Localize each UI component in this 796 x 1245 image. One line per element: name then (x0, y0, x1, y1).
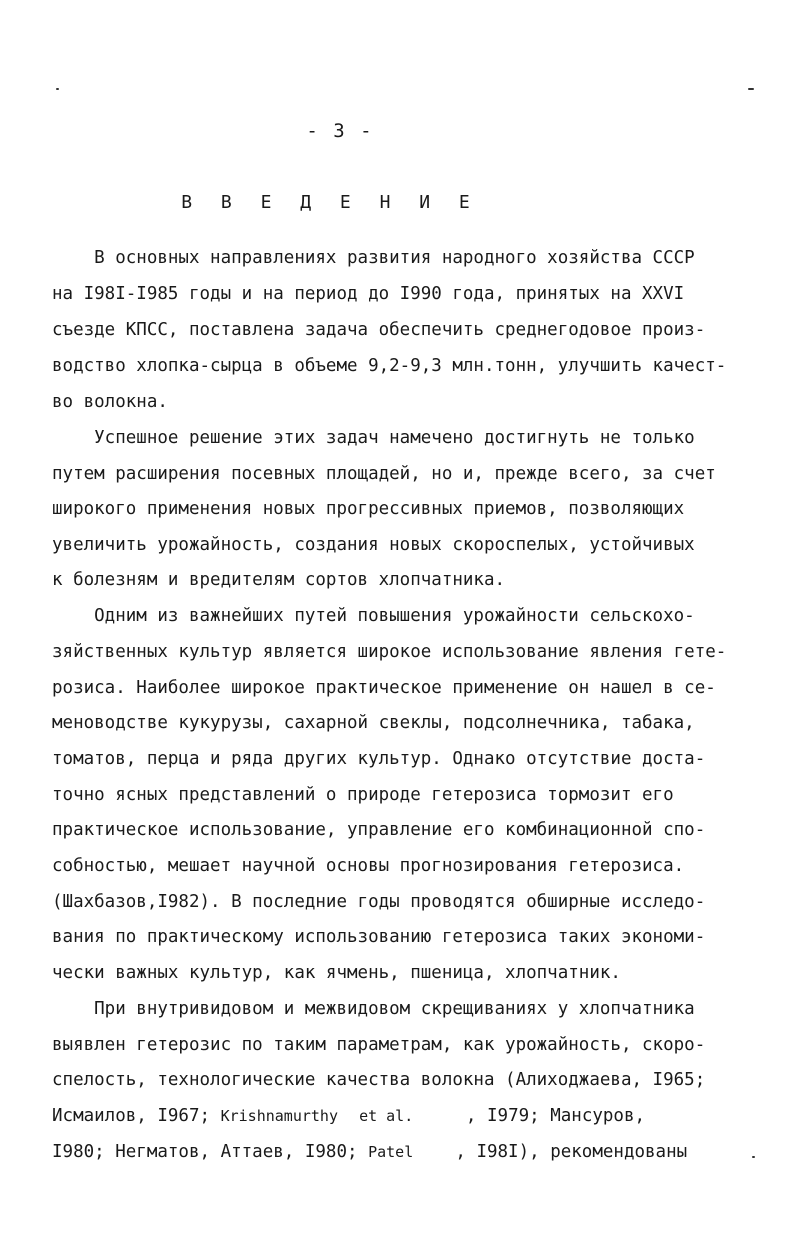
text-line: При внутривидовом и межвидовом скрещиваниях у хлопчатника (52, 999, 695, 1019)
scan-speck (748, 88, 754, 90)
text-line: собностью, мешает научной основы прогнозирования гетерозиса. (52, 856, 685, 876)
scan-speck (56, 88, 59, 90)
text-line: увеличить урожайность, создания новых скороспелых, устойчивых (52, 535, 695, 555)
text-line: водство хлопка-сырца в объеме 9,2-9,3 млн.тонн, улучшить качест- (52, 356, 727, 376)
latin-author-name: Patel (368, 1143, 414, 1161)
text-line: томатов, перца и ряда других культур. Однако отсутствие доста- (52, 749, 706, 769)
text-line: Успешное решение этих задач намечено достигнуть не только (52, 428, 695, 448)
text-fragment: I980; Негматов, Аттаев, I980; (52, 1142, 369, 1162)
text-line: на I98I-I985 годы и на период до I990 года, принятых на XXVI (52, 284, 685, 304)
text-line: розиса. Наиболее широкое практическое применение он нашел в се- (52, 678, 716, 698)
text-line: точно ясных представлений о природе гетерозиса тормозит его (52, 785, 674, 805)
latin-et-al: et al. (359, 1107, 414, 1125)
text-fragment: Исмаилов, I967; (52, 1106, 221, 1126)
text-fragment (338, 1106, 359, 1126)
text-line: путем расширения посевных площадей, но и, прежде всего, за счет (52, 464, 716, 484)
text-line: выявлен гетерозис по таким параметрам, как урожайность, скоро- (52, 1035, 706, 1055)
text-line: съезде КПСС, поставлена задача обеспечить среднегодовое произ- (52, 320, 706, 340)
text-line: практическое использование, управление его комбинационной спо- (52, 820, 706, 840)
text-fragment: , I979; Мансуров, (413, 1106, 646, 1126)
section-heading: В В Е Д Е Н И Е (181, 192, 479, 213)
text-line: В основных направлениях развития народного хозяйства СССР (52, 248, 695, 268)
text-line: Одним из важнейших путей повышения урожайности сельскохо- (52, 606, 695, 626)
text-line: меноводстве кукурузы, сахарной свеклы, подсолнечника, табака, (52, 713, 695, 733)
text-line: во волокна. (52, 392, 168, 412)
text-line: спелость, технологические качества волокна (Алиходжаева, I965; (52, 1070, 706, 1090)
text-line: чески важных культур, как ячмень, пшеница, хлопчатник. (52, 963, 621, 983)
scan-speck (752, 1156, 755, 1158)
text-line: широкого применения новых прогрессивных приемов, позволяющих (52, 499, 685, 519)
text-line: вания по практическому использованию гетерозиса таких экономи- (52, 927, 706, 947)
citation-line (52, 1144, 687, 1162)
text-line: к болезням и вредителям сортов хлопчатника. (52, 570, 506, 590)
page-number: - 3 - (306, 120, 374, 142)
text-line: зяйственных культур является широкое использование явления гете- (52, 642, 727, 662)
latin-author-name: Krishnamurthy (220, 1107, 338, 1125)
citation-line (52, 1108, 645, 1126)
text-fragment: , I98I), рекомендованы (413, 1142, 688, 1162)
text-line: (Шахбазов,I982). В последние годы проводятся обширные исследо- (52, 892, 706, 912)
